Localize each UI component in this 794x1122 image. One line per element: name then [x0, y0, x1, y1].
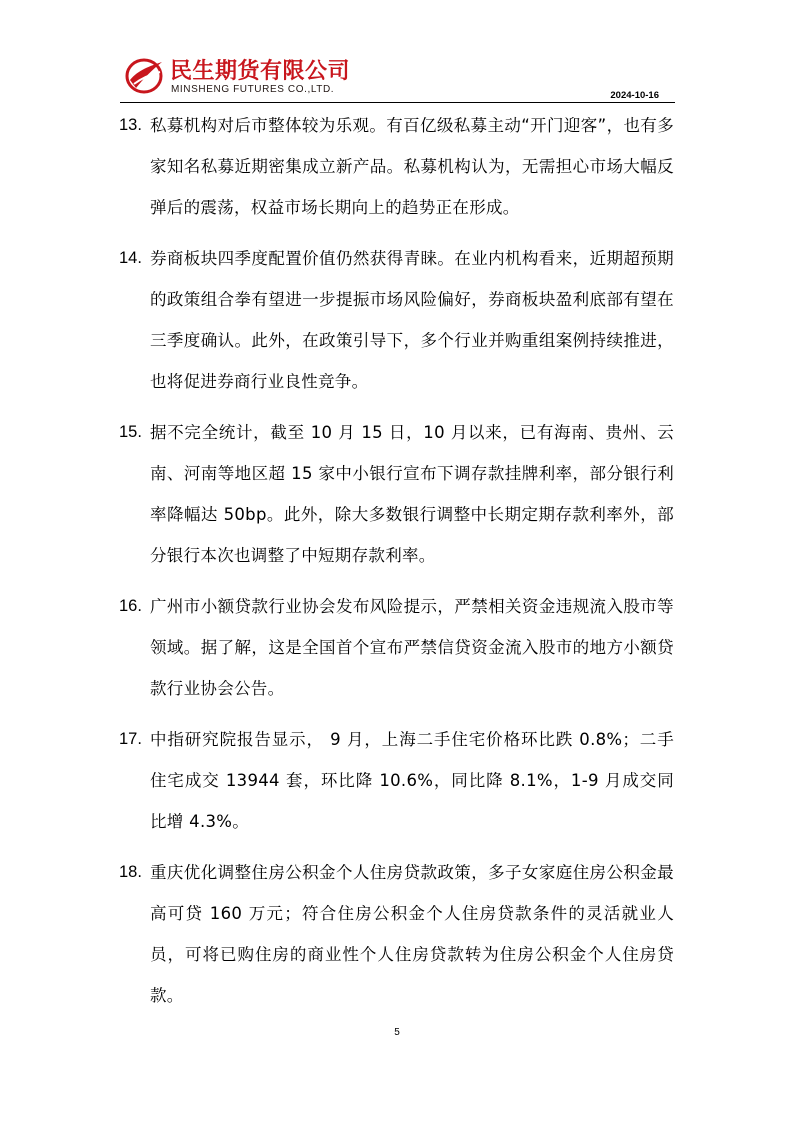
news-item: [119, 852, 674, 1016]
item-text: 广州市小额贷款行业协会发布风险提示，严禁相关资金违规流入股市等领域。据了解，这是全国首个宣布严禁信贷资金流入股市的地方小额贷款行业协会公告。: [150, 597, 674, 698]
minsheng-logo-icon: [124, 56, 164, 94]
news-item: [119, 105, 674, 228]
report-date: 2024-10-16: [610, 90, 659, 101]
news-list: [119, 105, 674, 1026]
company-name-cn: 民生期货有限公司: [170, 59, 351, 84]
news-item: [119, 412, 674, 576]
item-text: 私募机构对后市整体较为乐观。有百亿级私募主动“开门迎客”，也有多家知名私募近期密集成立新产品。私募机构认为，无需担心市场大幅反弹后的震荡，权益市场长期向上的趋势正在形成。: [150, 116, 674, 217]
company-name-en: MINSHENG FUTURES CO.,LTD.: [171, 84, 335, 95]
item-number: 16.: [119, 597, 142, 615]
item-number: 15.: [119, 423, 142, 441]
news-item: [119, 719, 674, 842]
item-number: 13.: [119, 116, 142, 134]
item-text: 中指研究院报告显示， 9 月，上海二手住宅价格环比跌 0.8%；二手住宅成交 13944 套，环比降 10.6%，同比降 8.1%，1-9 月成交同比增 4.3%。: [150, 730, 674, 831]
item-number: 17.: [119, 730, 142, 748]
page-number: 5: [394, 1027, 400, 1038]
news-item: [119, 586, 674, 709]
item-text: 重庆优化调整住房公积金个人住房贷款政策，多子女家庭住房公积金最高可贷 160 万元；符合住房公积金个人住房贷款条件的灵活就业人员，可将已购住房的商业性个人住房贷款转为住房公积金个人住房贷款。: [150, 863, 674, 1005]
item-text: 据不完全统计，截至 10 月 15 日，10 月以来，已有海南、贵州、云南、河南等地区超 15 家中小银行宣布下调存款挂牌利率，部分银行利率降幅达 50bp。此外，除大多数银行调整中长期定期存款利率外，部分银行本次也调整了中短期存款利率。: [150, 423, 674, 565]
item-number: 14.: [119, 249, 142, 267]
item-text: 券商板块四季度配置价值仍然获得青睐。在业内机构看来，近期超预期的政策组合拳有望进一步提振市场风险偏好，券商板块盈利底部有望在三季度确认。此外，在政策引导下，多个行业并购重组案例持续推进，也将促进券商行业良性竞争。: [150, 249, 674, 391]
page-header: [120, 52, 675, 103]
item-number: 18.: [119, 863, 142, 881]
news-item: [119, 238, 674, 402]
